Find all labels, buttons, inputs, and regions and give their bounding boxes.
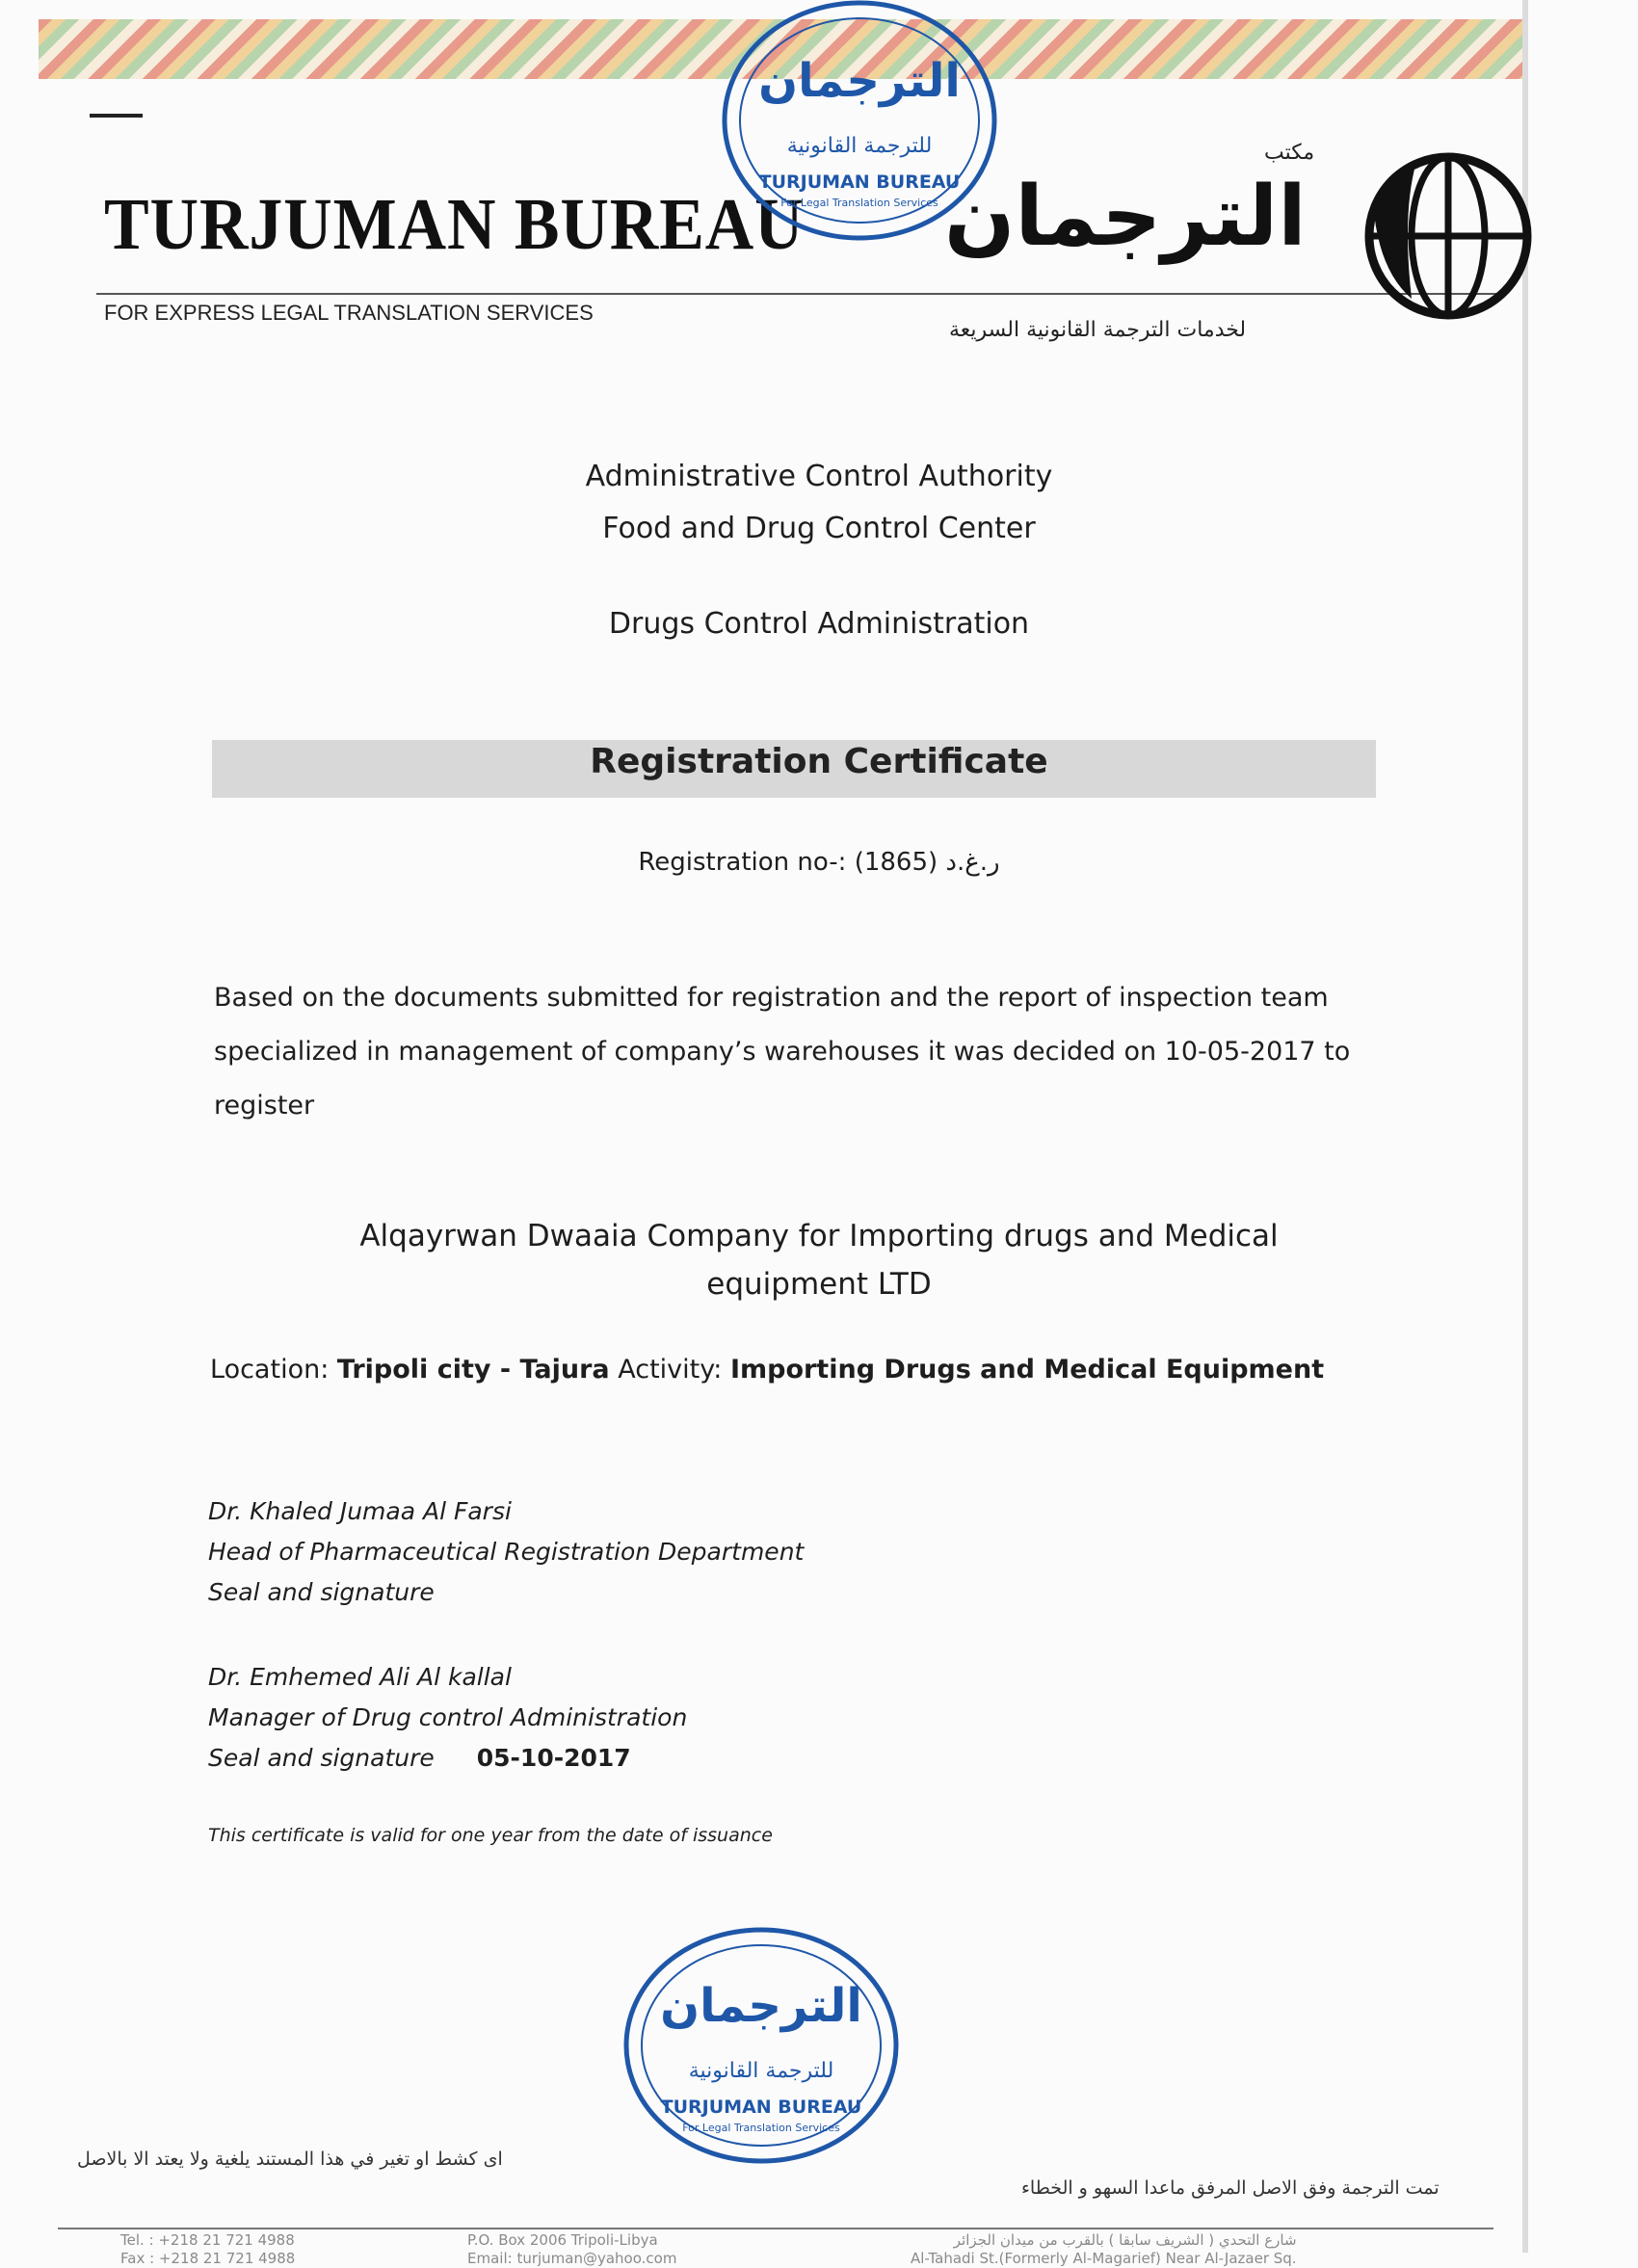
signatory-1 xyxy=(208,1491,804,1613)
signatory-2 xyxy=(208,1657,687,1779)
stamp-subtitle-en: For Legal Translation Services xyxy=(682,2122,840,2134)
location-activity xyxy=(210,1355,1324,1385)
registration-number: Registration no-: (1865) ر.غ.د xyxy=(638,848,1000,877)
location-label: Location: xyxy=(210,1355,330,1385)
email: Email: turjuman@yahoo.com xyxy=(467,2250,677,2267)
contact-address xyxy=(911,2231,1297,2268)
validity-note: This certificate is valid for one year from the date of issuance xyxy=(208,1825,773,1846)
bureau-name: TURJUMAN BUREAU xyxy=(104,184,805,265)
po-box: P.O. Box 2006 Tripoli-Libya xyxy=(467,2231,658,2249)
office-label-ar: مكتب xyxy=(1264,141,1315,165)
issuing-authority xyxy=(0,451,1638,555)
header-divider xyxy=(96,293,1503,295)
authority-line-1: Administrative Control Authority xyxy=(585,460,1053,493)
certificate-title: Registration Certificate xyxy=(590,742,1048,781)
bureau-name-ar: الترجمان xyxy=(944,169,1307,265)
stamp-name-ar: الترجمان xyxy=(660,1979,862,2033)
address-en: Al-Tahadi St.(Formerly Al-Magarief) Near Al-Jazaer Sq. xyxy=(911,2250,1297,2267)
translation-stamp-bottom xyxy=(617,1925,906,2166)
footer-translation-note-ar: تمت الترجمة وفق الاصل المرفق ماعدا السهو و الخطاء xyxy=(1021,2177,1440,2199)
signatory-title: Manager of Drug control Administration xyxy=(208,1703,688,1731)
pen-mark xyxy=(90,114,143,118)
signatory-note: Seal and signature xyxy=(208,1744,435,1772)
company-line-1: Alqayrwan Dwaaia Company for Importing drugs and Medical xyxy=(359,1219,1279,1253)
issue-date: 05-10-2017 xyxy=(476,1744,631,1772)
company-line-2: equipment LTD xyxy=(706,1267,932,1302)
location-value: Tripoli city - Tajura xyxy=(336,1355,610,1385)
administration-name: Drugs Control Administration xyxy=(608,607,1030,641)
signatory-note: Seal and signature xyxy=(208,1578,435,1606)
signatory-name: Dr. Khaled Jumaa Al Farsi xyxy=(208,1497,512,1525)
company-name xyxy=(0,1212,1638,1308)
footer-disclaimer-ar: اى كشط او تغير في هذا المستند يلغية ولا يعتد الا بالاصل xyxy=(77,2149,503,2170)
activity-label: Activity: xyxy=(618,1355,723,1385)
stamp-name-en: TURJUMAN BUREAU xyxy=(758,171,961,193)
globe-logo-icon xyxy=(1334,145,1542,328)
stamp-subtitle-ar: للترجمة القانونية xyxy=(688,2059,834,2083)
stamp-name-ar: الترجمان xyxy=(758,54,961,108)
bureau-subtitle: FOR EXPRESS LEGAL TRANSLATION SERVICES xyxy=(104,301,594,325)
activity-value: Importing Drugs and Medical Equipment xyxy=(729,1355,1325,1385)
address-ar: شارع التحدي ( الشريف سابقا ) بالقرب من ميدان الجزائر xyxy=(953,2231,1297,2249)
translation-stamp-top xyxy=(715,0,1004,246)
stamp-subtitle-en: For Legal Translation Services xyxy=(780,197,938,209)
signatory-title: Head of Pharmaceutical Registration Department xyxy=(208,1538,805,1566)
bureau-services-ar: لخدمات الترجمة القانونية السريعة xyxy=(949,318,1247,342)
contact-phone xyxy=(120,2231,295,2268)
footer-divider xyxy=(58,2228,1493,2229)
certificate-body: Based on the documents submitted for registration and the report of inspection team specialized in management of company’s warehouses it was decided on 10-05-2017 to register xyxy=(214,983,1351,1121)
signatory-name: Dr. Emhemed Ali Al kallal xyxy=(208,1663,512,1691)
stamp-subtitle-ar: للترجمة القانونية xyxy=(786,134,933,158)
stamp-name-en: TURJUMAN BUREAU xyxy=(660,2097,862,2118)
fax-number: Fax : +218 21 721 4988 xyxy=(120,2250,296,2267)
phone-number: Tel. : +218 21 721 4988 xyxy=(120,2231,295,2249)
authority-line-2: Food and Drug Control Center xyxy=(602,512,1036,545)
paper-edge xyxy=(1522,0,1528,2253)
contact-postal xyxy=(467,2231,676,2268)
